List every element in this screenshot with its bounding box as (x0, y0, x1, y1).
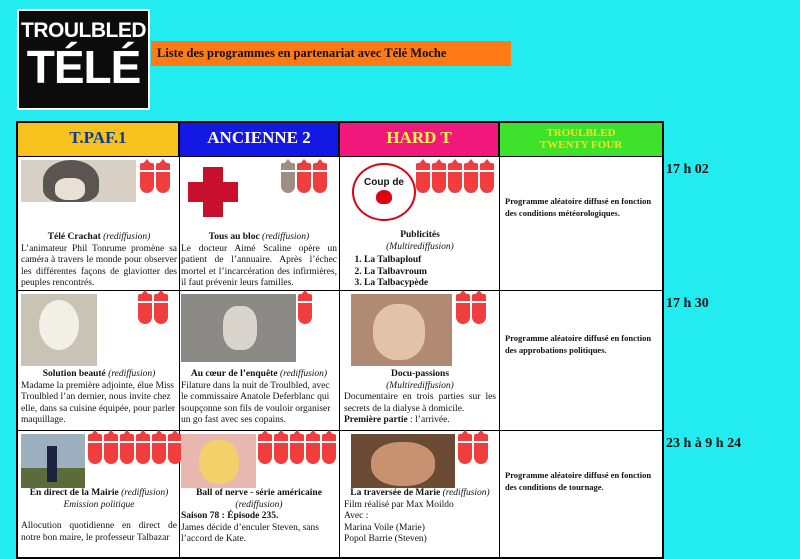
rating-bombs (416, 163, 494, 193)
program-description: L’animateur Phil Tonrume promène sa caméra à travers le monde pour observer les différentes façons de glaviotter des peuples rencontrés. (21, 243, 177, 288)
program-season: Saison 78 : Épisode 235. (181, 511, 279, 521)
docu-passions-photo (351, 294, 452, 366)
rating-bombs (456, 294, 486, 324)
program-grid (16, 121, 664, 559)
program-docu-passions (344, 369, 496, 427)
page-title: Liste des programmes en partenariat avec Télé Moche (151, 41, 511, 66)
badge-text: Coup de (364, 177, 404, 188)
program-solution-beaute (21, 369, 177, 427)
rating-bombs (140, 163, 170, 193)
au-coeur-enquete-photo (181, 294, 296, 362)
coup-de-coeur-badge (352, 163, 416, 221)
program-note: (rediffusion) (103, 232, 151, 242)
list-item: 2. La Talbavroum (364, 267, 496, 279)
time-slot: 17 h 30 (666, 296, 709, 311)
channel-header-troulbled24: TROULBLED TWENTY FOUR (500, 123, 662, 157)
program-description: Filature dans la nuit de Troulbled, avec le commissaire Anatole Deferblanc qui soupçonne son fils de vouloir organiser un go fast avec ses copains. (181, 380, 331, 425)
program-title: Publicités (400, 230, 440, 240)
rating-bombs (88, 434, 182, 464)
program-title: Docu-passions (390, 369, 450, 379)
credit-line: Marina Voile (Marie) (344, 522, 425, 533)
random-program-text: Programme aléatoire diffusé en fonction des approbations politiques. (505, 333, 652, 355)
tele-crachat-photo (21, 160, 136, 202)
channel-header-ancienne2: ANCIENNE 2 (180, 123, 340, 157)
credit-line: Avec : (344, 511, 369, 521)
rating-bombs (281, 163, 327, 193)
program-description: Documentaire en trois parties sur les secrets de la dialyse à domicile. (344, 392, 496, 414)
traversee-marie-photo (351, 434, 455, 488)
program-tous-au-bloc (181, 232, 337, 290)
program-title: En direct de la Mairie (29, 488, 119, 498)
troulbled-tele-logo (17, 9, 150, 110)
program-note: (rediffusion) (108, 369, 156, 379)
logo-line1: TROULBLED (21, 19, 146, 42)
program-title: Ball of nerve - série américaine (196, 488, 322, 498)
red-cross-icon (184, 163, 242, 221)
program-part: Première partie : l’arrivée. (344, 415, 450, 425)
program-note: (Multirediffusion) (386, 241, 454, 252)
program-tele-crachat (21, 232, 177, 290)
channel-header-tpaf1: T.PAF.1 (18, 123, 180, 157)
program-ball-of-nerve (181, 488, 337, 546)
col-divider (339, 157, 340, 557)
program-publicites (344, 230, 496, 290)
credit-line: Popol Barrie (Steven) (344, 534, 427, 544)
program-title: La traversée de Marie (350, 488, 441, 498)
col-divider (499, 157, 500, 557)
credit-line: Film réalisé par Max Moildo (344, 499, 454, 510)
ad-list (344, 255, 496, 290)
solution-beaute-photo (21, 294, 97, 366)
random-program-text: Programme aléatoire diffusé en fonction des conditions de tournage. (505, 470, 652, 492)
program-title: Tous au bloc (208, 232, 260, 242)
col-divider (179, 157, 180, 557)
mairie-photo (21, 434, 85, 488)
list-item: 1. La Talbaplouf (364, 255, 496, 267)
program-direct-mairie (21, 488, 177, 544)
program-title: Solution beauté (42, 369, 106, 379)
program-description: Madame la première adjointe, élue Miss Troulbled l’an dernier, nous invite chez elle, dans sa cuisine équipée, pour parler maquillage. (21, 380, 176, 425)
time-slot: 17 h 02 (666, 162, 709, 177)
program-traversee-marie (344, 488, 496, 546)
row-divider (18, 430, 662, 431)
program-note: (Multirediffusion) (386, 380, 454, 391)
program-title: Télé Crachat (47, 232, 101, 242)
rating-bombs (298, 294, 312, 324)
program-note: (rediffusion) (235, 499, 283, 510)
program-description: James décide d’enculer Steven, sans l’accord de Kate. (181, 522, 319, 544)
rating-bombs (138, 294, 168, 324)
program-note: (rediffusion) (442, 488, 490, 498)
random-program-text: Programme aléatoire diffusé en fonction des conditions météorologiques. (505, 196, 652, 218)
program-note: (rediffusion) (262, 232, 310, 242)
program-note: (rediffusion) (279, 369, 328, 379)
channel-header-hardt: HARD T (340, 123, 500, 157)
time-slot: 23 h à 9 h 24 (666, 436, 742, 451)
list-item: 3. La Talbacypède (364, 278, 496, 290)
rating-bombs (458, 434, 488, 464)
ball-of-nerve-photo (181, 434, 256, 488)
program-au-coeur-enquete (181, 369, 337, 427)
program-title: Au cœur de l’enquête (190, 369, 278, 379)
program-subtitle: Emission politique (63, 499, 135, 510)
program-note: (rediffusion) (121, 488, 169, 498)
rating-bombs (258, 434, 336, 464)
program-description: Le docteur Aimé Scaline opère un patient de l’annuaire. Après l’échec mortel et l’incarcération des infirmières, il faut prévenir leurs familles. (181, 243, 337, 288)
row-divider (18, 156, 662, 157)
logo-line2: TÉLÉ (26, 41, 141, 93)
program-description: Allocution quotidienne en direct de notre bon maire, le professeur Talbazar (21, 521, 177, 543)
row-divider (18, 290, 662, 291)
